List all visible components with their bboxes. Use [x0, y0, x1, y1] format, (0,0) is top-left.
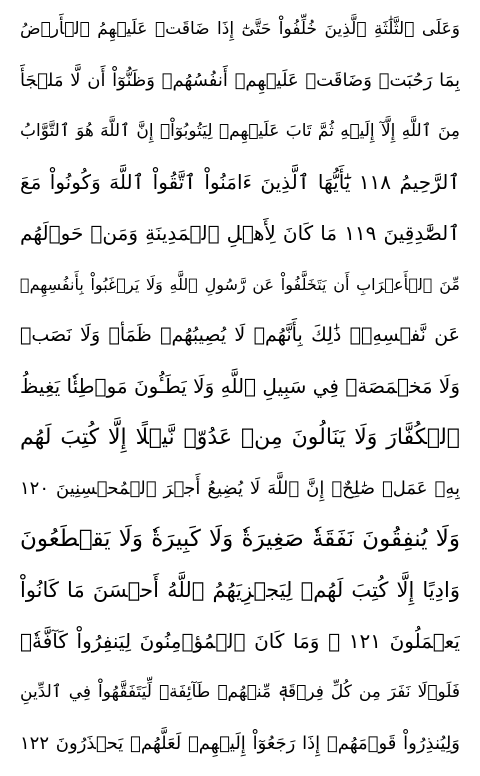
text-line: وَلَا يُنفِقُونَ نَفَقَةٗ صَغِيرَةٗ وَلَا كَبِيرَةٗ وَلَا يَقۡطَعُونَ [20, 526, 460, 552]
text-line: عَن نَّفۡسِهِۦۚ ذَٰلِكَ بِأَنَّهُمۡ لَا يُصِيبُهُمۡ ظَمَأٞ وَلَا نَصَبٞ [20, 324, 460, 346]
text-line: مِنَ ٱللَّهِ إِلَّآ إِلَيۡهِ ثُمَّ تَابَ عَلَيۡهِمۡ لِيَتُوبُوٓاْۚ إِنَّ ٱللَّهَ هُوَ ٱلتَّوَّابُ [20, 121, 460, 141]
text-line: يَعۡمَلُونَ ١٢١ ۞ وَمَا كَانَ ٱلۡمُؤۡمِنُونَ لِيَنفِرُواْ كَآفَّةٗۚ [20, 629, 460, 653]
text-line: وَعَلَى ٱلثَّلَٰثَةِ ٱلَّذِينَ خُلِّفُواْ حَتَّىٰٓ إِذَا ضَاقَتۡ عَلَيۡهِمُ ٱلۡأَرۡضُ [20, 19, 460, 39]
text-line: بِمَا رَحُبَتۡ وَضَاقَتۡ عَلَيۡهِمۡ أَنفُسُهُمۡ وَظَنُّوٓاْ أَن لَّا مَلۡجَأَ [20, 70, 460, 91]
text-line: وَلِيُنذِرُواْ قَوۡمَهُمۡ إِذَا رَجَعُوٓاْ إِلَيۡهِمۡ لَعَلَّهُمۡ يَحۡذَرُونَ ١٢٢ [20, 733, 460, 754]
text-line: ٱلرَّحِيمُ ١١٨ يَٰٓأَيُّهَا ٱلَّذِينَ ءَامَنُواْ ٱتَّقُواْ ٱللَّهَ وَكُونُواْ مَعَ [20, 170, 460, 194]
text-line: وَادِيًا إِلَّا كُتِبَ لَهُمۡ لِيَجۡزِيَهُمُ ٱللَّهُ أَحۡسَنَ مَا كَانُواْ [20, 578, 460, 602]
text-line: وَلَا مَخۡمَصَةٞ فِي سَبِيلِ ٱللَّهِ وَلَا يَطَـُٔونَ مَوۡطِئٗا يَغِيظُ [20, 374, 460, 398]
text-line: بِهِۦ عَمَلٞ صَٰلِحٌۚ إِنَّ ٱللَّهَ لَا يُضِيعُ أَجۡرَ ٱلۡمُحۡسِنِينَ ١٢٠ [20, 478, 460, 499]
text-line: مِّنَ ٱلۡأَعۡرَابِ أَن يَتَخَلَّفُواْ عَن رَّسُولِ ٱللَّهِ وَلَا يَرۡغَبُواْ بِأَنفُسِهِمۡ [20, 275, 460, 294]
text-line: ٱلۡكُفَّارَ وَلَا يَنَالُونَ مِنۡ عَدُوّٖ نَّيۡلًا إِلَّا كُتِبَ لَهُم [20, 425, 460, 450]
text-line: فَلَوۡلَا نَفَرَ مِن كُلِّ فِرۡقَةٖ مِّنۡهُمۡ طَآئِفَةٞ لِّيَتَفَقَّهُواْ فِي ٱلدِّينِ [20, 682, 460, 702]
text-line: ٱلصَّٰدِقِينَ ١١٩ مَا كَانَ لِأَهۡلِ ٱلۡمَدِينَةِ وَمَنۡ حَوۡلَهُم [20, 221, 460, 245]
